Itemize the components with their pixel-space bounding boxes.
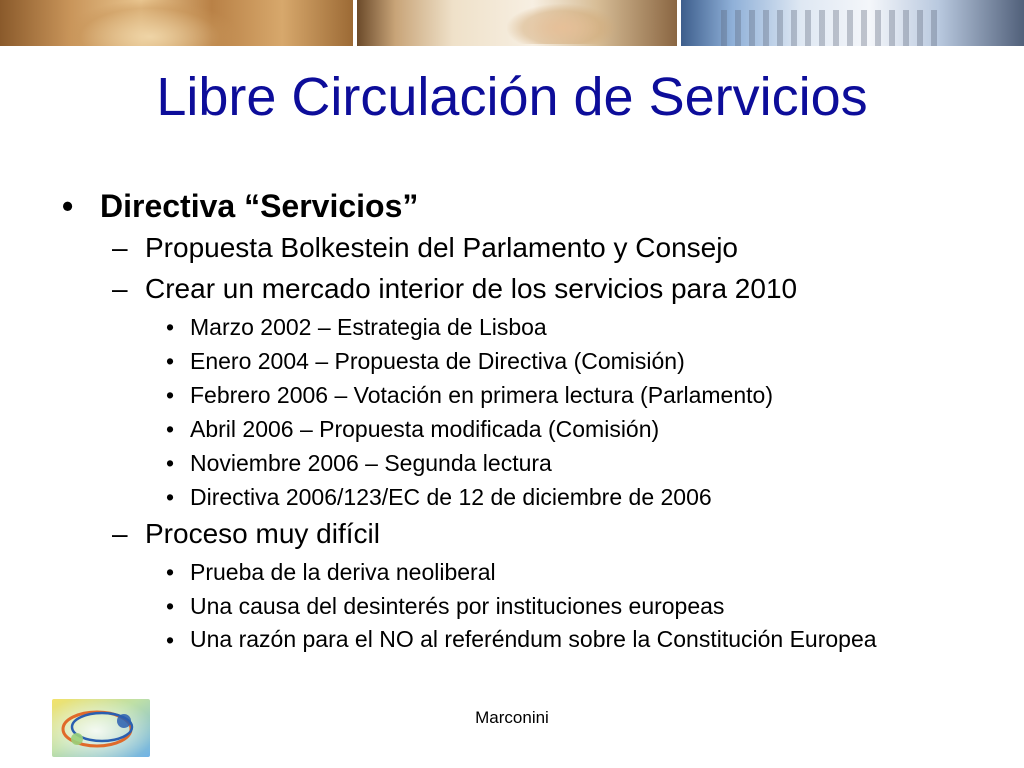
bullet-level2-proceso: [112, 516, 380, 552]
bullet-text: Una causa del desinterés por instituciones europeas: [190, 593, 725, 619]
bullet-dot-icon: •: [166, 559, 175, 585]
bullet-level3-item: [166, 313, 547, 341]
bullet-dot-icon: •: [166, 593, 175, 619]
bullet-dot-icon: •: [166, 314, 175, 340]
bullet-level3-item: [166, 415, 659, 443]
bullet-text: Enero 2004 – Propuesta de Directiva (Comisión): [190, 348, 685, 374]
photo-writing-hands: [357, 0, 678, 46]
bullet-dot-icon: •: [166, 627, 175, 653]
bullet-dot-icon: •: [166, 382, 175, 408]
bullet-text: Proceso muy difícil: [145, 518, 380, 549]
slide-footer: Marconini: [475, 708, 549, 727]
bullet-level3-item: [166, 592, 724, 620]
bullet-level3-item: [166, 558, 496, 586]
bullet-dot-icon: •: [166, 484, 175, 510]
bullet-text: Directiva 2006/123/EC de 12 de diciembre de 2006: [190, 484, 712, 510]
bullet-dot-icon: •: [166, 450, 175, 476]
bullet-dot-icon: •: [166, 348, 175, 374]
bullet-text: Abril 2006 – Propuesta modificada (Comisión): [190, 416, 660, 442]
bullet-text: Prueba de la deriva neoliberal: [190, 559, 496, 585]
bullet-level2-mercado: [112, 271, 797, 307]
bullet-dot-icon: •: [166, 416, 175, 442]
photo-keyboard-hands: [681, 0, 1024, 46]
bullet-text: Propuesta Bolkestein del Parlamento y Consejo: [145, 232, 739, 263]
dash-icon: –: [112, 518, 128, 549]
bullet-heading-text: Directiva “Servicios”: [100, 188, 419, 224]
bullet-level3-item: [166, 449, 552, 477]
slide-title: Libre Circulación de Servicios: [156, 67, 868, 127]
dash-icon: –: [112, 273, 128, 304]
photo-grain-hands: [0, 0, 353, 46]
bullet-text: Marzo 2002 – Estrategia de Lisboa: [190, 314, 547, 340]
bullet-text: Crear un mercado interior de los servicios para 2010: [145, 273, 798, 304]
bullet-level3-item: [166, 483, 712, 511]
bullet-level3-item: [166, 381, 773, 409]
bullet-level3-item: [166, 347, 685, 375]
bullet-level1-directiva: [62, 186, 418, 226]
bullet-dot-icon: •: [62, 188, 74, 224]
bullet-level3-item: [166, 626, 950, 654]
bullet-text: Noviembre 2006 – Segunda lectura: [190, 450, 552, 476]
dash-icon: –: [112, 232, 128, 263]
bullet-text: Febrero 2006 – Votación en primera lectura (Parlamento): [190, 382, 773, 408]
bullet-text: Una razón para el NO al referéndum sobre la Constitución Europea: [190, 626, 877, 652]
bullet-level2-propuesta: [112, 230, 738, 266]
header-photo-banner: [0, 0, 1024, 46]
